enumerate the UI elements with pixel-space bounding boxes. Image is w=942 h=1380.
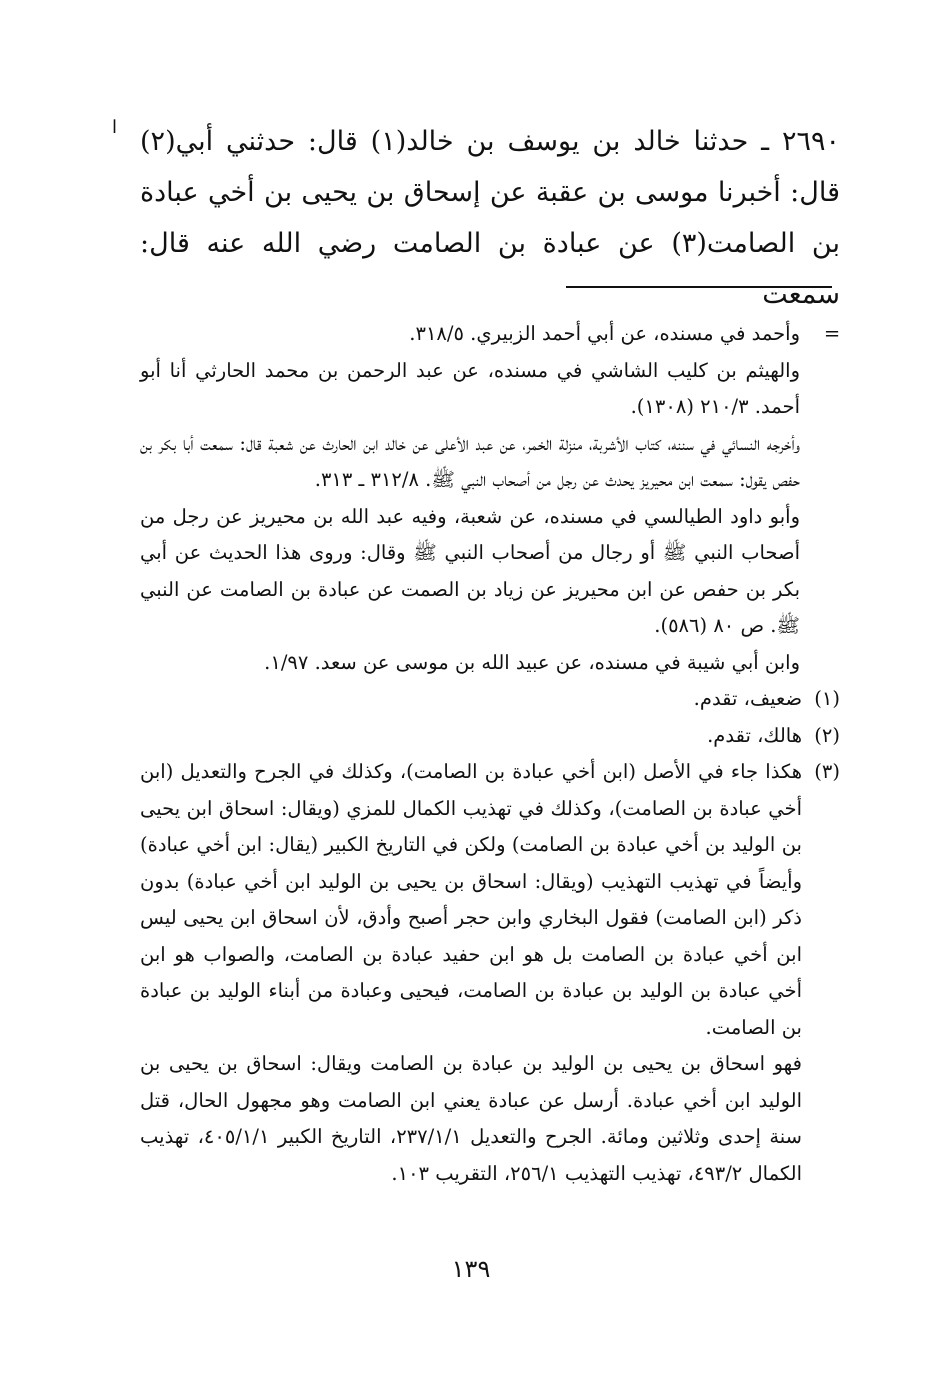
footnote-number: (٣) [814,760,840,783]
footnote-3 [140,754,840,1046]
footnote-text: هالك، تقدم. [707,723,802,747]
note-ibn-abi-shaybah: وابن أبي شيبة في مسنده، عن عبيد الله بن موسى عن سعد. ١/٩٧. [264,650,800,674]
note-haytham: والهيثم بن كليب الشاشي في مسنده، عن عبد الرحمن بن محمد الحارثي أنا أبو أحمد. ٢١٠/٣ (١٣٠٨). [140,358,800,418]
footnote-number: (٢) [814,723,840,747]
note-tayalisi: وأبو داود الطيالسي في مسنده، عن شعبة، وفيه عبد الله بن محيريز عن رجل من أصحاب النبي ﷺ أو رجال من أصحاب النبي ﷺ وقال: وروى هذا الحديث عن أبي بكر بن حفص عن ابن محيريز عن زياد بن الصمت عن عبادة بن الصامت عن النبي ﷺ. ص ٨٠ (٥٨٦). [140,504,800,637]
hadith-text [140,116,840,320]
hadith-paragraph: ٢٦٩٠ ـ حدثنا خالد بن يوسف بن خالد(١) قال: حدثني أبي(٢) قال: أخبرنا موسى بن عقبة عن إسحاق بن يحيى بن أخي عبادة بن الصامت(٣) عن عبادة بن الصامت رضي الله عنه قال: سمعت [140,126,841,310]
margin-mark: ا [112,117,118,138]
footnote-text: ضعيف، تقدم. [693,687,802,710]
note-ahmad: وأحمد في مسنده، عن أبي أحمد الزبيري. ٣١٨/٥. [409,322,800,345]
note-nasai: وأخرجه النسائي في سننه، كتاب الأشربة، منزلة الخمر، عن عبد الأعلى عن خالد ابن الحارث عن شعبة قال: سمعت أبا بكر بن حفص يقول: سمعت ابن محيريز يحدث عن رجل من أصحاب النبي ﷺ. ٣١٢/٨ ـ ٣١٣. [140,431,800,491]
footnote-text: هكذا جاء في الأصل (ابن أخي عبادة بن الصامت)، وكذلك في الجرح والتعديل (ابن أخي عبادة بن الصامت)، وكذلك في تهذيب الكمال للمزي (ويقال: اسحاق ابن يحيى بن الوليد بن أخي عبادة بن الصامت) ولكن في التاريخ الكبير (يقال: ابن أخي عبادة) وأيضاً في تهذيب التهذيب (ويقال: اسحاق بن يحيى بن الوليد ابن أخي عبادة) بدون ذكر (ابن الصامت) فقول البخاري وابن حجر أصبح وأدق، لأن اسحاق ابن يحيى ليس ابن أخي عبادة بن الصامت بل هو ابن حفيد عبادة بن الصامت، والصواب هو ابن أخي عبادة بن الوليد بن عبادة بن الصامت، فيحيى وعبادة من أبناء الوليد بن عبادة بن الصامت. [140,760,802,1039]
footnote-number: (١) [814,687,840,710]
continuation-mark: = [823,322,841,345]
footnote-3-continuation: فهو اسحاق بن يحيى بن الوليد بن عبادة بن الصامت ويقال: اسحاق بن يحيى بن الوليد ابن أخي عبادة. أرسل عن عبادة يعني ابن الصامت وهو مجهول الحال، قتل سنة إحدى وثلاثين ومائة. الجرح والتعديل ٢٣٧/١/١، التاريخ الكبير ٤٠٥/١/١، تهذيب الكمال ٤٩٣/٢، تهذيب التهذيب ٢٥٦/١، التقريب ١٠٣. [140,1052,803,1185]
footnotes-section [140,316,840,1192]
footnote-divider [566,286,832,288]
page-number: ١٣٩ [451,1255,491,1283]
footnote-1 [140,681,840,718]
footnote-2 [140,718,840,755]
